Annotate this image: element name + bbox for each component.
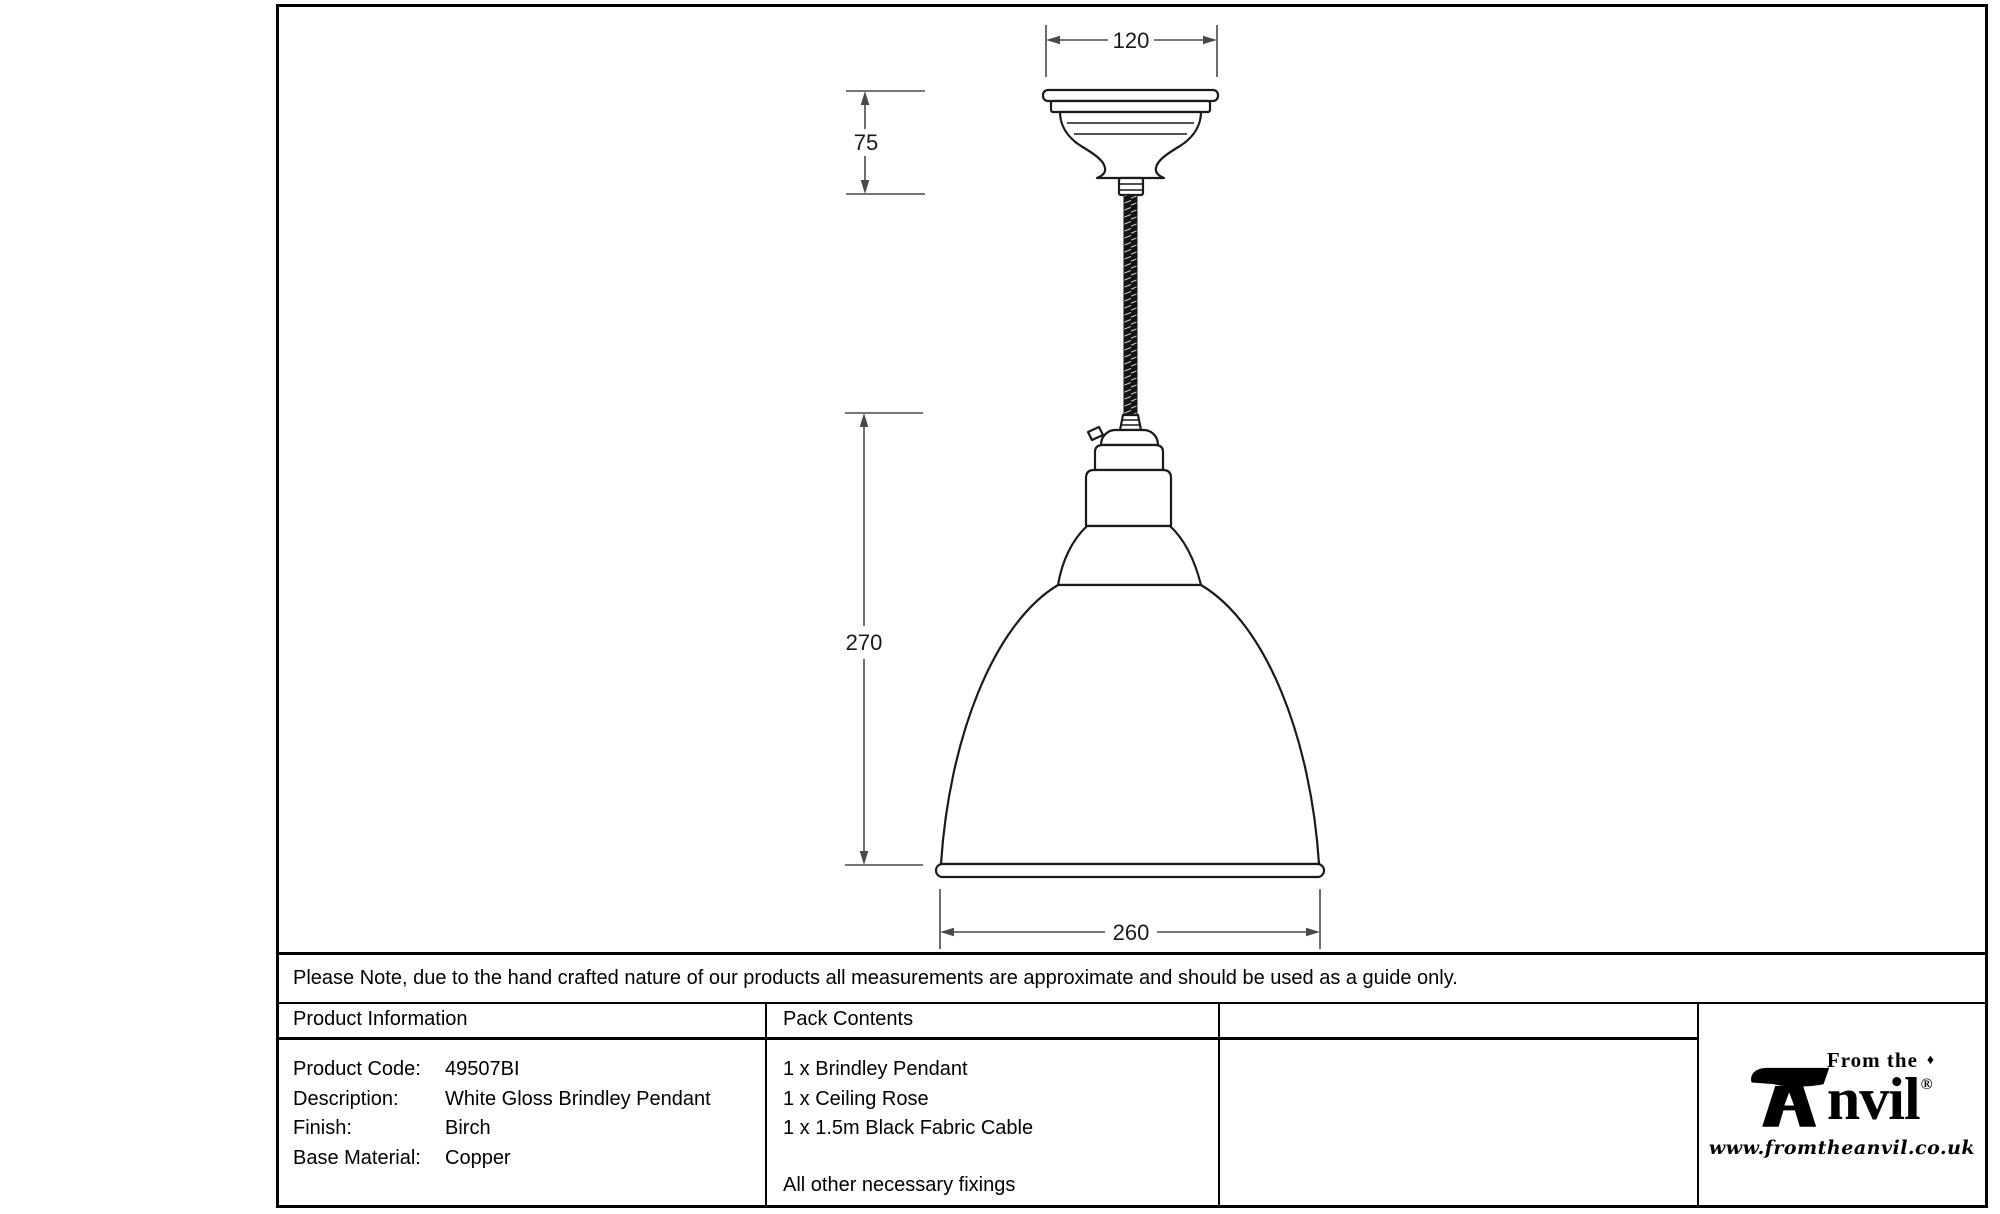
anvil-icon [1749,1058,1831,1130]
pack-contents-header: Pack Contents [783,1008,914,1030]
product-information-header: Product Information [293,1008,468,1030]
finish-value: Birch [445,1117,491,1139]
dimension-pendant-height [845,413,923,865]
dimension-label-260: 260 [1112,920,1150,945]
logo-wordmark [1826,1048,1936,1132]
registered-mark-icon: ® [1920,1076,1932,1093]
pack-contents-footer: All other necessary fixings [783,1174,1016,1196]
logo-prefix-text: From the [1826,1048,1918,1072]
fabric-cable-drawing [1124,195,1137,415]
dimension-rose-height [846,91,925,194]
finish-label: Finish: [293,1117,352,1139]
pendant-shade-drawing [936,526,1324,877]
dimension-label-270: 270 [845,630,883,655]
logo-website-url: www.fromtheanvil.co.uk [1708,1137,1976,1159]
dimension-pendant-width [940,889,1320,949]
base-material-value: Copper [445,1146,511,1169]
dimension-rose-width [1046,25,1217,77]
lamp-holder-drawing [1086,415,1171,526]
logo-brand-suffix: nvil [1826,1066,1920,1132]
pack-item: 1 x 1.5m Black Fabric Cable [783,1117,1034,1139]
dimension-label-120: 120 [1112,28,1150,53]
description-label: Description: [293,1087,399,1110]
pendant-technical-drawing [279,7,1985,952]
dimension-label-75: 75 [853,130,879,155]
brand-logo [1699,1002,1985,1205]
column-divider-2 [1218,1002,1220,1205]
pack-item: 1 x Brindley Pendant [783,1058,968,1080]
logo-row [1749,1048,1935,1130]
pack-contents-list [783,1055,1033,1144]
product-information-table [293,1055,711,1173]
ceiling-rose-drawing [1043,90,1218,195]
measurement-note-text: Please Note, due to the hand crafted nature of our products all measurements are approximate and should be used as a guide only. [293,967,1458,989]
base-material-label: Base Material: [293,1146,421,1169]
logo-brand-text [1826,1066,1935,1132]
description-value: White Gloss Brindley Pendant [445,1087,711,1110]
spec-sheet-frame [276,4,1988,1208]
diamond-icon: ♦ [1926,1052,1936,1068]
product-code-value: 49507BI [445,1058,520,1080]
product-code-label: Product Code: [293,1058,421,1080]
column-divider-1 [765,1002,767,1205]
header-underline [279,1037,1697,1040]
measurement-note-row [279,952,1985,1002]
pack-item: 1 x Ceiling Rose [783,1087,929,1110]
technical-drawing-area [279,7,1985,952]
